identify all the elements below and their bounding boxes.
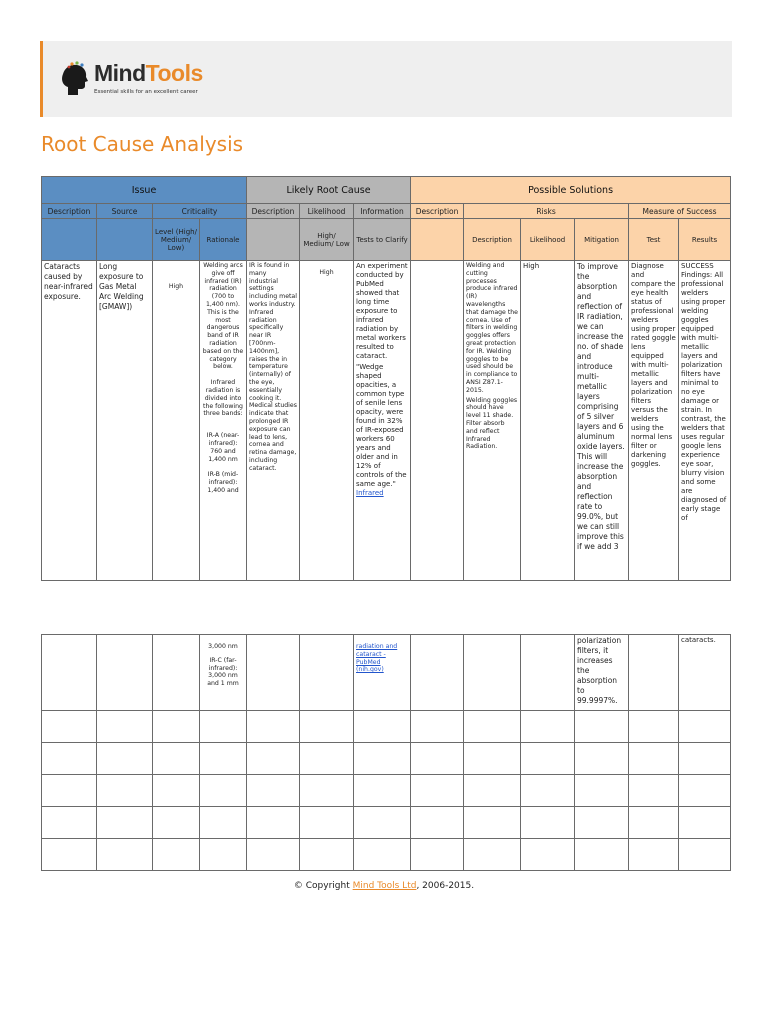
table-row-empty <box>42 775 731 807</box>
rationale-cont-part-2: IR-C (far-infrared): 3,000 nm and 1 mm <box>207 656 239 688</box>
subheader-blank-4 <box>411 219 464 261</box>
subheader-rationale: Rationale <box>200 219 247 261</box>
cell-risk-description <box>464 261 521 581</box>
pubmed-link[interactable]: radiation and cataract - PubMed (nih.gov) <box>356 643 398 674</box>
subheader-ps-description: Description <box>411 204 464 219</box>
table-row-empty <box>42 711 731 743</box>
rationale-part-3: IR-A (near-infrared): 760 and 1,400 nm <box>206 432 240 463</box>
cell-empty <box>464 635 521 711</box>
cell-results: SUCCESS Findings: All professional welders using proper welding goggles equipped with multi-metallic layers and polarization filters have minimal to no eye damage or strain. In contrast, the welders that uses regular google lens experience eye soar, blurry vision and some are diagnosed of early stage of <box>679 261 731 581</box>
cell-level: High <box>153 261 200 581</box>
logo-wordmark: MindTools <box>94 60 203 86</box>
copyright-footer: © Copyright Mind Tools Ltd, 2006-2015. <box>293 881 475 891</box>
subheader-blank-1 <box>42 219 97 261</box>
head-icon <box>60 61 90 95</box>
cell-source: Long exposure to Gas Metal Arc Welding [GMAW]) <box>97 261 153 581</box>
subheader-blank-2 <box>97 219 153 261</box>
table-row-empty <box>42 807 731 839</box>
risk-part-2: Welding goggles should have level 11 shade. Filter absorb and reflect Infrared Radiation. <box>466 396 518 451</box>
cell-rationale <box>200 261 247 581</box>
subheader-risks: Risks <box>464 204 629 219</box>
cell-test: Diagnose and compare the eye health status of professional welders using proper rated goggle lens equipped with multi-metallic layers and polarization filters versus the welders using the normal lens filter or darkening goggles. <box>629 261 679 581</box>
table-row <box>42 261 731 581</box>
cell-rationale-cont <box>200 635 247 711</box>
infrared-link[interactable]: Infrared <box>356 489 384 497</box>
logo-tagline: Essential skills for an excellent career <box>94 89 198 95</box>
cell-rc-likelihood: High <box>300 261 354 581</box>
cell-rc-description: IR is found in many industrial settings including metal works industry. Infrared radiation specifically near IR [700nm-1400nm], raises the in temperature (internally) of the eye, essentially cooking it. Medical studies indicate that prolonged IR exposure can lead to lens, cornea and retina damage, including cataract. <box>247 261 300 581</box>
table-row-empty <box>42 743 731 775</box>
cell-ps-description <box>411 261 464 581</box>
mindtools-link[interactable]: Mind Tools Ltd <box>352 881 417 891</box>
subheader-tests-to-clarify: Tests to Clarify <box>354 219 411 261</box>
rationale-part-4: IR-B (mid-infrared): 1,400 and <box>207 471 239 494</box>
subheader-blank-3 <box>247 219 300 261</box>
subheader-test: Test <box>629 219 679 261</box>
page-title: Root Cause Analysis <box>41 132 244 156</box>
root-cause-table-continued <box>41 634 731 871</box>
cell-empty <box>629 635 679 711</box>
risk-part-1: Welding and cutting processes produce infrared (IR) wavelengths that damage the cornea. Use of filters in welding goggles offers great protection for IR. Welding goggles to be used should be in compliance to ANSI Z87.1-2015. <box>466 262 518 394</box>
header-issue: Issue <box>42 177 247 204</box>
cell-empty <box>97 635 153 711</box>
root-cause-table <box>41 176 731 581</box>
subheader-mitigation: Mitigation <box>575 219 629 261</box>
subheader-source: Source <box>97 204 153 219</box>
subheader-description: Description <box>42 204 97 219</box>
header-possible-solutions: Possible Solutions <box>411 177 731 204</box>
mindtools-logo <box>60 58 220 104</box>
subheader-rc-description: Description <box>247 204 300 219</box>
cell-mitigation: To improve the absorption and reflection of IR radiation, we can increase the no. of shade and introduce multi-metallic layers comprising of 5 silver layers and 6 aluminum oxide layers. This will increase the absorption and reflection rate to 99.0%, but we can still improve this if we add 3 <box>575 261 629 581</box>
subheader-results: Results <box>679 219 731 261</box>
cell-results-cont: cataracts. <box>679 635 731 711</box>
header-accent-bar <box>40 41 43 117</box>
header-likely-root-cause: Likely Root Cause <box>247 177 411 204</box>
subheader-measure-of-success: Measure of Success <box>629 204 731 219</box>
cell-mitigation-cont: polarization filters, it increases the absorption to 99.9997%. <box>575 635 629 711</box>
cell-tests-cont <box>354 635 411 711</box>
tests-part-1: An experiment conducted by PubMed showed that long time exposure to infrared radiation by metal workers resulted to cataract. <box>356 262 408 360</box>
subheader-risk-description: Description <box>464 219 521 261</box>
subheader-rc-information: Information <box>354 204 411 219</box>
rationale-part-2: Infrared radiation is divided into the following three bands: <box>203 379 243 418</box>
cell-empty <box>411 635 464 711</box>
subheader-level: Level (High/ Medium/ Low) <box>153 219 200 261</box>
rationale-cont-part-1: 3,000 nm <box>208 643 238 650</box>
cell-empty <box>300 635 354 711</box>
cell-tests-to-clarify <box>354 261 411 581</box>
cell-empty <box>42 635 97 711</box>
subheader-criticality: Criticality <box>153 204 247 219</box>
subheader-rc-level: High/ Medium/ Low <box>300 219 354 261</box>
rationale-part-1: Welding arcs give off infrared (IR) radiation (700 to 1,400 nm). This is the most dangerous band of IR radiation based on the category below. <box>202 262 244 371</box>
table-row-empty <box>42 839 731 871</box>
tests-part-2: "Wedge shaped opacities, a common type of senile lens opacity, were found in 32% of IR-exposed workers 60 years and older and in 12% of controls of the same age." <box>356 363 407 488</box>
cell-empty <box>521 635 575 711</box>
cell-empty <box>153 635 200 711</box>
subheader-rc-likelihood: Likelihood <box>300 204 354 219</box>
table-row <box>42 635 731 711</box>
cell-description: Cataracts caused by near-infrared exposure. <box>42 261 97 581</box>
cell-risk-likelihood: High <box>521 261 575 581</box>
cell-empty <box>247 635 300 711</box>
subheader-risk-likelihood: Likelihood <box>521 219 575 261</box>
